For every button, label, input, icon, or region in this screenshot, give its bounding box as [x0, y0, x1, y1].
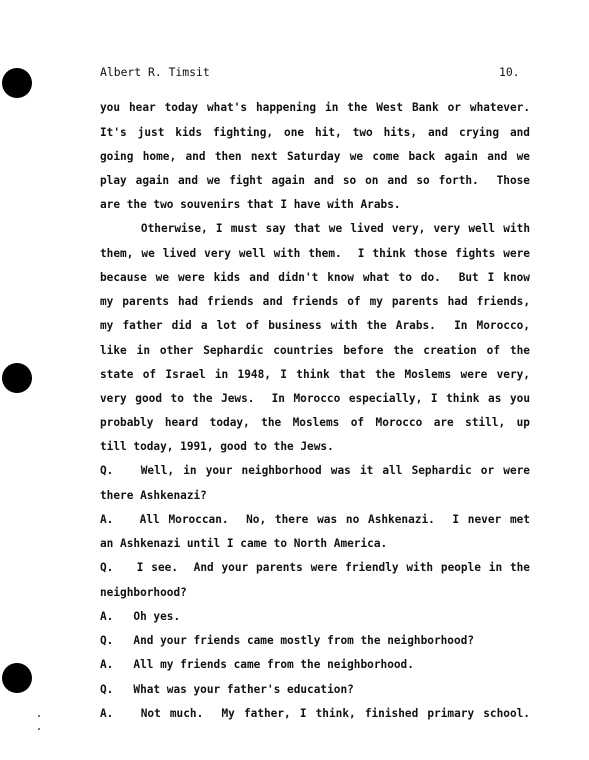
text-line: very good to the Jews. In Morocco especially, I think as you — [100, 392, 530, 405]
text-line: A. Oh yes. — [100, 610, 181, 623]
text-line: A. Not much. My father, I think, finished primary school. — [100, 707, 530, 720]
binder-hole-bottom — [2, 663, 32, 693]
text-line: A. All Moroccan. No, there was no Ashkenazi. I never met — [100, 513, 530, 526]
text-line: there Ashkenazi? — [100, 489, 207, 502]
text-line: Q. I see. And your parents were friendly with people in the — [100, 561, 530, 574]
page-number: 10. — [499, 65, 520, 79]
scan-speck — [38, 715, 40, 717]
text-line: Q. And your friends came mostly from the neighborhood? — [100, 634, 475, 647]
text-line: going home, and then next Saturday we come back again and we — [100, 150, 530, 163]
text-line: probably heard today, the Moslems of Morocco are still, up — [100, 416, 530, 429]
text-line: my parents had friends and friends of my parents had friends, — [100, 295, 530, 308]
text-line: them, we lived very well with them. I think those fights were — [100, 247, 530, 260]
text-line: are the two souvenirs that I have with Arabs. — [100, 198, 401, 211]
header-name: Albert R. Timsit — [100, 65, 210, 79]
text-line: state of Israel in 1948, I think that the Moslems were very, — [100, 368, 530, 381]
text-line: Q. Well, in your neighborhood was it all Sephardic or were — [100, 464, 530, 477]
text-line: play again and we fight again and so on and so forth. Those — [100, 174, 530, 187]
scan-speck — [38, 728, 40, 730]
text-line: my father did a lot of business with the Arabs. In Morocco, — [100, 319, 530, 332]
text-line: like in other Sephardic countries before the creation of the — [100, 344, 530, 357]
text-line: neighborhood? — [100, 586, 187, 599]
text-line: Q. What was your father's education? — [100, 683, 354, 696]
text-line: Otherwise, I must say that we lived very, very well with — [100, 222, 530, 235]
text-line: you hear today what's happening in the West Bank or whatever. — [100, 101, 530, 114]
text-line: till today, 1991, good to the Jews. — [100, 440, 334, 453]
text-line: because we were kids and didn't know what to do. But I know — [100, 271, 530, 284]
text-line: It's just kids fighting, one hit, two hits, and crying and — [100, 126, 530, 139]
text-line: an Ashkenazi until I came to North America. — [100, 537, 388, 550]
binder-hole-top — [2, 68, 32, 98]
text-line: A. All my friends came from the neighborhood. — [100, 658, 414, 671]
binder-hole-middle — [2, 363, 32, 393]
